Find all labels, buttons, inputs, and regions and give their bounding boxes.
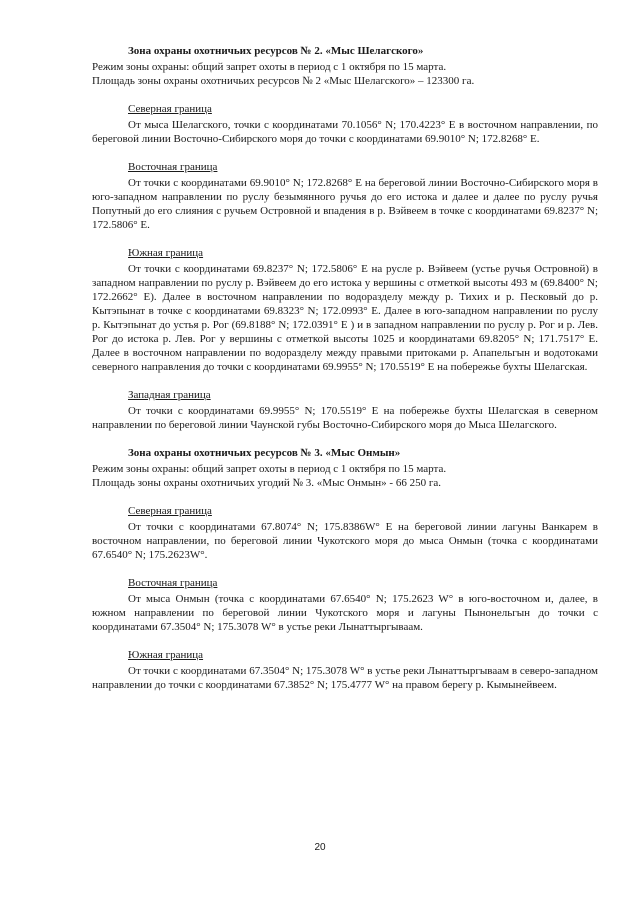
zone-2-east-boundary [92,160,598,232]
page-number: 20 [314,842,326,853]
zone-2-title: Зона охраны охотничьих ресурсов № 2. «Мыс Шелагского» [128,45,424,57]
zone-2-block [92,44,598,432]
zone-2-west-boundary [92,388,598,432]
zone-3-area: Площадь зоны охраны охотничьих угодий № 3. «Мыс Онмын» - 66 250 га. [92,477,441,489]
zone-3-north-text: От точки с координатами 67.8074° N; 175.8386W° E на береговой линии лагуны Ванкарем в восточном направлении, по береговой линии Чукотского моря до мыса Онмын (точка с координатами 67.6540° N; 175.2623W°. [92,521,598,561]
zone-2-south-text: От точки с координатами 69.8237° N; 172.5806° E на русле р. Вэйвеем (устье ручья Островной) в западном направлении по руслу р. Вэйвеем до его истока у вершины с отметкой высоты 493 м (69.8400° N; 172.2662° E). Далее в восточном направлении по водоразделу между р. Тихих и р. Песковый до р. Кытэпынат в точке с координатами 69.8323° N; 172.0993° E. Далее в юго-западном направлении по руслу р. Кытэпынат до устья р. Рог (69.8188° N; 172.0391° E ) и в западном направлении по руслу р. Рог и р. Лев. Рог до истока р. Лев. Рог у вершины с отметкой высоты 1025 и координатами 69.8205° N; 171.7517° E. Далее в восточном направлении по водоразделу между правыми притоками р. Апапельгын и водотоками северного направления до точки с координатами 69.9955° N; 170.5519° E на побережье бухты Шелагская. [92,263,598,373]
zone-2-north-boundary [92,102,598,146]
zone-3-north-boundary [92,504,598,562]
zone-3-north-title: Северная граница [128,505,212,517]
zone-2-south-boundary [92,246,598,374]
zone-3-east-boundary [92,576,598,634]
zone-2-north-text: От мыса Шелагского, точки с координатами 70.1056° N; 170.4223° E в восточном направлении, по береговой линии Восточно-Сибирского моря до точки с координатами 69.9010° N; 172.8268° E. [92,119,598,145]
zone-3-south-boundary [92,648,598,692]
zone-2-east-title: Восточная граница [128,161,218,173]
zone-2-area: Площадь зоны охраны охотничьих ресурсов № 2 «Мыс Шелагского» – 123300 га. [92,75,475,87]
zone-3-title: Зона охраны охотничьих ресурсов № 3. «Мыс Онмын» [128,447,401,459]
zone-2-east-text: От точки с координатами 69.9010° N; 172.8268° E на береговой линии Восточно-Сибирского моря в юго-западном направлении по руслу безымянного ручья до его истока и далее и далее по руслу ручья Попутный до его слияния с ручьем Островной и впадения в р. Вэйвеем в точке с координатами 69.8237° N; 172.5806° E. [92,177,598,231]
zone-2-west-text: От точки с координатами 69.9955° N; 170.5519° E на побережье бухты Шелагская в северном направлении по береговой линии Чаунской губы Восточно-Сибирского моря до Мыса Шелагского. [92,405,598,431]
zone-2-regime: Режим зоны охраны: общий запрет охоты в период с 1 октября по 15 марта. [92,61,447,73]
zone-3-regime: Режим зоны охраны: общий запрет охоты в период с 1 октября по 15 марта. [92,463,447,475]
zone-3-south-text: От точки с координатами 67.3504° N; 175.3078 W° в устье реки Лынаттыргываам в северо-западном направлении до точки с координатами 67.3852° N; 175.4777 W° на правом берегу р. Кымынейвеем. [92,665,598,691]
document-content [92,44,598,692]
zone-3-block [92,446,598,692]
zone-2-west-title: Западная граница [128,389,211,401]
zone-2-south-title: Южная граница [128,247,204,259]
zone-3-east-text: От мыса Онмын (точка с координатами 67.6540° N; 175.2623 W° в юго-восточном и, далее, в южном направлении по береговой линии Чукотского моря и лагуны Пынонельгын до точки с координатами 67.3504° N; 175.3078 W° в устье реки Лынаттыргываам. [92,593,598,633]
zone-3-south-title: Южная граница [128,649,204,661]
zone-2-north-title: Северная граница [128,103,212,115]
zone-3-east-title: Восточная граница [128,577,218,589]
